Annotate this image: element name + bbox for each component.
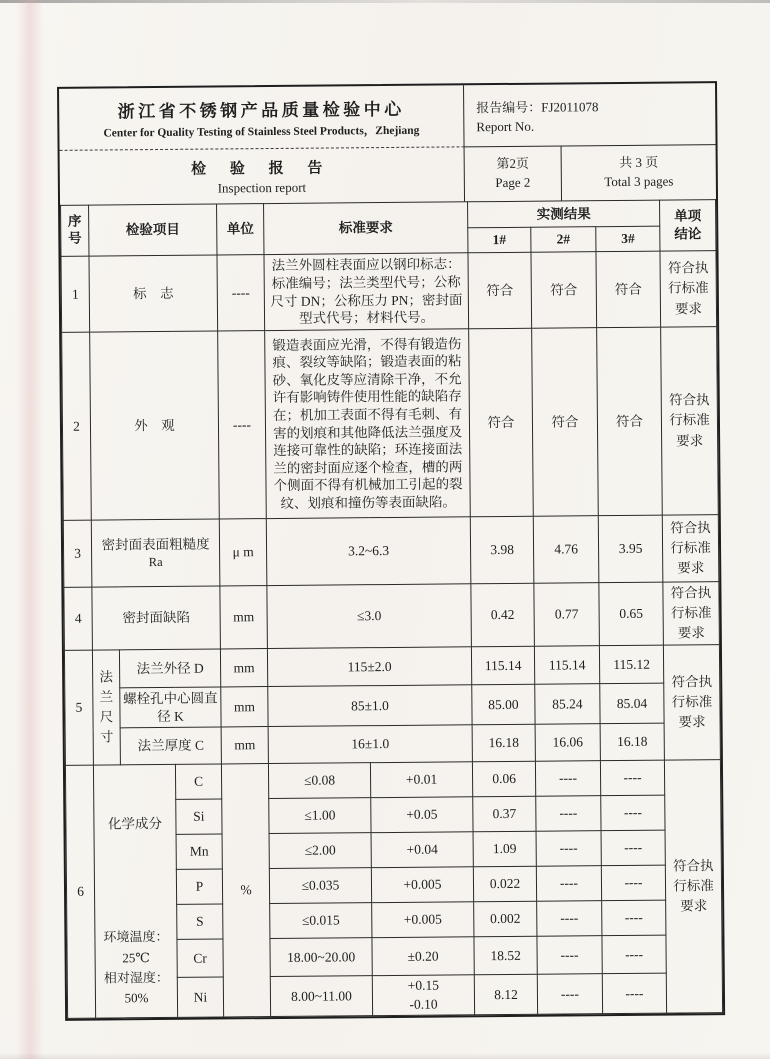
limit-cell: ≤1.00	[269, 798, 371, 834]
result-2: 0.77	[534, 583, 600, 647]
element-symbol: Mn	[176, 834, 222, 869]
element-symbol: S	[177, 904, 223, 939]
limit-cell: ≤0.08	[268, 763, 370, 799]
total-pages-en: Total 3 pages	[604, 173, 674, 190]
table-row-flange-od	[64, 645, 719, 689]
result-1: 8.12	[474, 974, 537, 1015]
result-1: 18.52	[474, 936, 537, 975]
pagination-cells	[465, 145, 716, 201]
result-3: 符合	[597, 327, 663, 516]
result-1: 0.06	[472, 761, 535, 797]
seq-cell: 2	[62, 332, 92, 520]
col-header-item: 检验项目	[89, 204, 217, 256]
standard-cell: 法兰外圆柱表面应以钢印标志：标准编号；法兰类型代号；公称尺寸 DN；公称压力 PN；密封面型式代号；材料代号。	[264, 253, 469, 331]
result-2: ----	[536, 796, 601, 832]
table-row-chem-c	[65, 760, 720, 801]
group-label-chemical	[93, 764, 177, 1018]
element-symbol: Si	[176, 799, 222, 834]
report-frame	[57, 81, 725, 1021]
element-symbol: Ni	[177, 977, 223, 1017]
result-2: ----	[535, 761, 600, 797]
standard-cell: 锻造表面应光滑，不得有锻造伤痕、裂纹等缺陷；锻造表面的粘砂、氧化皮等应清除干净，不允许有影响铸件使用性能的缺陷存在；机加工表面不得有毛刺、有害的划痕和其他降低法兰强度及连接可靠性的缺陷；环连接面法兰的密封面应逐个检查，槽的两个侧面不得有机械加工引起的裂纹、划痕和撞伤等表面缺陷。	[265, 329, 471, 519]
item-cell: 密封面表面粗糙度 Ra	[91, 519, 220, 587]
result-1: 115.14	[471, 646, 534, 685]
conclusion-cell: 符合执行标准要求	[664, 760, 722, 1013]
table-row-seal-defect	[64, 582, 720, 651]
seq-cell: 3	[63, 520, 92, 587]
limit-cell: 18.00~20.00	[270, 938, 372, 977]
total-pages-cell	[562, 145, 716, 200]
table-row-marking	[61, 251, 717, 333]
result-1: 0.022	[473, 866, 536, 902]
result-3: 115.12	[599, 645, 663, 684]
result-2: 4.76	[533, 516, 599, 584]
result-2: 115.14	[534, 646, 599, 685]
standard-cell: 3.2~6.3	[266, 517, 471, 586]
result-3: ----	[601, 830, 665, 866]
seq-cell: 4	[64, 587, 93, 650]
scan-left-tint	[16, 0, 44, 1059]
item-cell: 外 观	[90, 331, 220, 520]
col-header-results: 实测结果	[468, 200, 660, 228]
limit-cell: ≤0.035	[269, 868, 371, 904]
limit-cell: ≤2.00	[269, 833, 371, 869]
tolerance-cell: +0.15 -0.10	[372, 975, 474, 1016]
unit-cell: mm	[221, 687, 268, 727]
item-cell: 法兰外径 D	[119, 649, 220, 688]
report-header-band	[59, 83, 716, 151]
tolerance-cell: ±0.20	[372, 937, 474, 976]
result-2: ----	[537, 974, 602, 1015]
col-header-seq: 序号	[61, 205, 89, 256]
item-cell: 螺栓孔中心圆直径 K	[120, 687, 221, 728]
org-title-cell	[59, 85, 465, 151]
result-2: 16.06	[535, 724, 600, 762]
col-header-sample-3: 3#	[596, 226, 660, 252]
col-header-sample-1: 1#	[468, 227, 531, 253]
result-1: 16.18	[472, 724, 535, 762]
result-3: ----	[602, 973, 666, 1014]
table-row-flange-thickness	[65, 723, 720, 766]
element-symbol: C	[175, 764, 221, 799]
result-3: 0.65	[599, 582, 664, 646]
result-2: ----	[536, 866, 601, 902]
limit-cell: 8.00~11.00	[270, 976, 372, 1017]
result-3: 3.95	[598, 515, 663, 583]
doc-title-cn: 检 验 报 告	[191, 159, 333, 178]
col-header-sample-2: 2#	[531, 227, 596, 253]
page-number-en: Page 2	[495, 174, 531, 191]
conclusion-cell: 符合执行标准要求	[660, 251, 717, 327]
result-3: ----	[601, 865, 665, 901]
chemical-composition-label: 化学成分	[107, 816, 163, 832]
col-header-unit: 单位	[217, 204, 264, 255]
conclusion-cell: 符合执行标准要求	[661, 327, 719, 515]
org-name-en: Center for Quality Testing of Stainless Steel Products，Zhejiang	[103, 124, 420, 140]
element-symbol: P	[176, 869, 222, 904]
item-cell: 法兰厚度 C	[120, 727, 221, 765]
item-symbol: Ra	[148, 554, 163, 569]
result-2: ----	[537, 936, 602, 975]
report-number-label-en: Report No.	[476, 118, 535, 134]
scan-bottom-shadow	[0, 1053, 770, 1059]
tolerance-cell: +0.005	[371, 867, 473, 903]
tolerance-cell: +0.05	[371, 797, 473, 833]
doc-title-cell	[60, 147, 465, 205]
unit-cell: mm	[221, 727, 268, 764]
report-number: 报告编号：FJ2011078	[476, 98, 599, 115]
result-3: 符合	[596, 251, 661, 328]
seq-cell: 6	[65, 765, 95, 1018]
result-1: 符合	[469, 328, 534, 517]
element-symbol: Cr	[177, 939, 223, 977]
tolerance-cell: +0.005	[372, 902, 474, 938]
result-1: 0.002	[474, 901, 537, 937]
doc-title-band	[60, 145, 716, 205]
seq-cell: 1	[61, 256, 90, 332]
unit-cell: mm	[220, 586, 268, 649]
inspection-table	[60, 199, 723, 1019]
standard-cell: 85±1.0	[268, 685, 472, 727]
result-3: ----	[600, 760, 664, 796]
result-1: 3.98	[470, 516, 534, 584]
environment-conditions: 环境温度： 25℃ 相对湿度： 50%	[103, 929, 169, 1006]
result-1: 1.09	[473, 831, 536, 867]
tolerance-cell: +0.04	[371, 832, 473, 868]
limit-cell: ≤0.015	[270, 903, 372, 939]
result-2: 符合	[532, 328, 599, 517]
result-1: 符合	[468, 252, 532, 329]
page-number-cn: 第2页	[496, 155, 530, 172]
table-row-bolt-circle	[65, 683, 720, 729]
result-1: 0.42	[471, 583, 535, 647]
conclusion-cell: 符合执行标准要求	[663, 645, 720, 760]
item-cell: 密封面缺陷	[92, 586, 221, 650]
result-2: 符合	[531, 252, 597, 329]
col-header-standard: 标准要求	[264, 202, 468, 255]
org-name-cn: 浙江省不锈钢产品质量检验中心	[117, 99, 405, 122]
standard-cell: 16±1.0	[268, 725, 472, 764]
seq-cell: 5	[64, 650, 93, 765]
standard-cell: 115±2.0	[267, 647, 471, 687]
standard-cell: ≤3.0	[267, 584, 472, 649]
result-3: 85.04	[600, 683, 664, 724]
table-row-appearance	[62, 327, 719, 521]
col-header-conclusion: 单项结论	[660, 200, 716, 251]
doc-title-en: Inspection report	[217, 179, 307, 195]
report-number-cell	[464, 83, 716, 147]
result-3: ----	[602, 900, 666, 936]
result-2: 85.24	[535, 684, 600, 725]
group-label-flange-dims: 法兰尺寸	[92, 650, 120, 765]
scan-top-edge	[0, 0, 770, 3]
page-number-cell	[465, 146, 562, 201]
conclusion-cell: 符合执行标准要求	[663, 582, 720, 645]
unit-cell: ----	[218, 331, 267, 519]
unit-cell: ----	[217, 255, 265, 331]
result-2: ----	[537, 901, 602, 937]
unit-cell: μ m	[219, 519, 267, 586]
result-2: ----	[536, 831, 601, 867]
result-3: ----	[602, 935, 666, 974]
result-3: ----	[601, 795, 665, 831]
unit-cell: mm	[220, 649, 267, 687]
table-row-roughness	[63, 515, 719, 588]
item-cell: 标 志	[89, 255, 218, 332]
tolerance-cell: +0.01	[370, 762, 472, 798]
conclusion-cell: 符合执行标准要求	[662, 515, 719, 582]
total-pages-cn: 共 3 页	[619, 154, 659, 171]
result-1: 0.37	[473, 796, 536, 832]
result-3: 16.18	[600, 723, 664, 761]
unit-cell: %	[221, 764, 270, 1017]
result-1: 85.00	[472, 684, 535, 725]
